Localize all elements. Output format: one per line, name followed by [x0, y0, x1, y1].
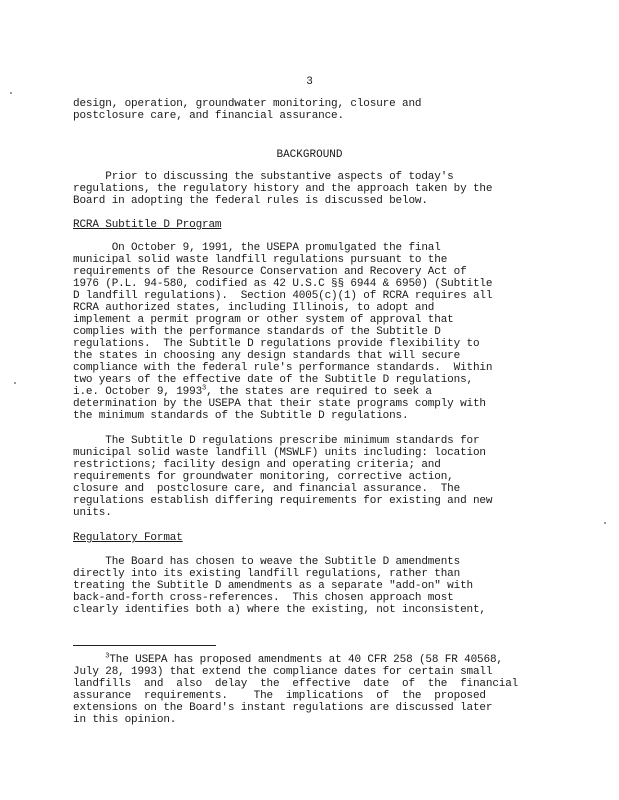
- footnote-first-text: The USEPA has proposed amendments at 40 CFR 258 (58 FR 40568,: [109, 654, 503, 666]
- rcra-para1-line-9: regulations. The Subtitle D regulations provide flexibility to: [73, 338, 480, 350]
- page-number: 3: [306, 76, 313, 88]
- rcra-para1-line-4: 1976 (P.L. 94-580, codified as 42 U.S.C §§ 6944 & 6950) (Subtitle: [73, 278, 493, 290]
- format-para-line-1: The Board has chosen to weave the Subtitle D amendments: [73, 556, 461, 568]
- rcra-para2-line-7: units.: [73, 507, 112, 519]
- background-line-2: regulations, the regulatory history and the approach taken by the: [73, 183, 493, 195]
- rcra-para1-line-2: municipal solid waste landfill regulations pursuant to the: [73, 254, 448, 266]
- format-para-line-4: back-and-forth cross-references. This chosen approach most: [73, 592, 454, 604]
- rcra-para2-line-1: The Subtitle D regulations prescribe minimum standards for: [73, 435, 480, 447]
- rcra-para1-line-11: compliance with the federal rule's performance standards. Within: [73, 362, 493, 374]
- scan-speck: [10, 92, 12, 94]
- scan-speck: [14, 382, 16, 384]
- footnote-line-3: landfills and also delay the effective date of the financial: [73, 678, 519, 690]
- rcra-para1-line-1: On October 9, 1991, the USEPA promulgated the final: [73, 242, 441, 254]
- footnote-indent: [73, 654, 105, 666]
- format-para-line-2: directly into its existing landfill regulations, rather than: [73, 568, 461, 580]
- section-heading-rcra: RCRA Subtitle D Program: [73, 219, 222, 231]
- footnote-line-6: in this opinion.: [73, 714, 177, 726]
- fn-ref-text-pre: i.e. October 9, 1993: [73, 386, 203, 398]
- rcra-para1-line-8: complies with the performance standards of the Subtitle D: [73, 326, 441, 338]
- footnote-marker: 3: [105, 652, 110, 661]
- rcra-para2-line-6: regulations establish differing requirements for existing and new: [73, 495, 493, 507]
- rcra-para1-line-5: D landfill regulations). Section 4005(c)(1) of RCRA requires all: [73, 290, 493, 302]
- rcra-para1-line-12: two years of the effective date of the Subtitle D regulations,: [73, 374, 473, 386]
- fn-ref-text-post: , the states are required to seek a: [206, 386, 432, 398]
- rcra-para1-line-6: RCRA authorized states, including Illinois, to adopt and: [73, 302, 435, 314]
- rcra-para1-line-3: requirements of the Resource Conservation and Recovery Act of: [73, 266, 467, 278]
- rcra-para2-line-4: requirements for groundwater monitoring, corrective action,: [73, 471, 454, 483]
- intro-line-1: design, operation, groundwater monitoring, closure and: [73, 98, 422, 110]
- intro-line-2: postclosure care, and financial assurance.: [73, 110, 344, 122]
- footnote-ref-marker: 3: [202, 384, 207, 393]
- rcra-para1-line-10: the states in choosing any design standards that will secure: [73, 350, 461, 362]
- format-para-line-3: treating the Subtitle D amendments as a separate "add-on" with: [73, 580, 473, 592]
- scan-speck: [604, 522, 606, 524]
- rcra-para1-line-14: determination by the USEPA that their state programs comply with: [73, 398, 486, 410]
- footnote-rule: [73, 645, 216, 646]
- footnote-line-5: extensions on the Board's instant regulations are discussed later: [73, 702, 493, 714]
- rcra-para2-line-5: closure and postclosure care, and financial assurance. The: [73, 483, 461, 495]
- footnote-line-2: July 28, 1993) that extend the compliance dates for certain small: [73, 666, 493, 678]
- footnote-line-4: assurance requirements. The implications of the proposed: [73, 690, 486, 702]
- background-line-1: Prior to discussing the substantive aspects of today's: [73, 171, 454, 183]
- format-para-line-5: clearly identifies both a) where the existing, not inconsistent,: [73, 604, 486, 616]
- background-heading: BACKGROUND: [276, 149, 343, 161]
- rcra-para1-line-15: the minimum standards of the Subtitle D regulations.: [73, 410, 409, 422]
- background-line-3: Board in adopting the federal rules is discussed below.: [73, 195, 428, 207]
- rcra-para2-line-3: restrictions; facility design and operating criteria; and: [73, 459, 441, 471]
- section-heading-regulatory-format: Regulatory Format: [73, 532, 183, 544]
- rcra-para1-line-7: implement a permit program or other system of approval that: [73, 314, 454, 326]
- rcra-para2-line-2: municipal solid waste landfill (MSWLF) units including: location: [73, 447, 486, 459]
